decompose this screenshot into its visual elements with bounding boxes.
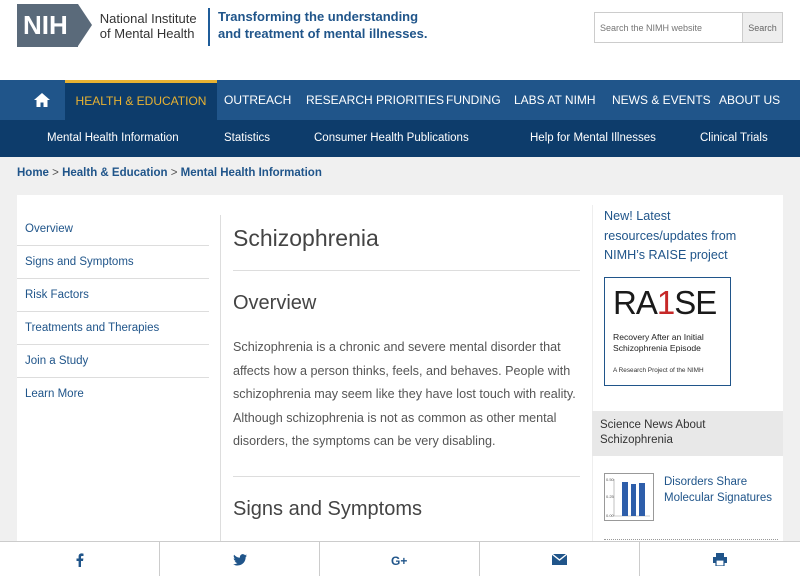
breadcrumb-separator: > (52, 167, 59, 179)
raise-logo-card[interactable] (604, 277, 731, 386)
thumb-tick: 0.25 (606, 494, 614, 499)
dotted-divider (604, 539, 778, 540)
news-link-disorders[interactable]: Disorders Share Molecular Signatures (664, 476, 773, 504)
column-divider (220, 215, 221, 555)
org-name-line2: of Mental Health (99, 25, 195, 41)
nav-outreach[interactable]: OUTREACH (224, 93, 292, 107)
breadcrumb-health-education[interactable]: Health & Education (62, 167, 168, 179)
raise-note: A Research Project of the NIMH (613, 367, 704, 374)
subnav-statistics[interactable]: Statistics (224, 132, 271, 144)
raise-logo-one: 1 (656, 284, 675, 321)
site-header (0, 0, 800, 80)
overview-heading: Overview (233, 292, 317, 314)
share-bar (0, 541, 800, 576)
org-name (100, 11, 197, 41)
tagline-line2: and treatment of mental illnesses. (218, 26, 428, 41)
nav-about-us[interactable]: ABOUT US (719, 93, 781, 107)
twitter-icon[interactable] (160, 542, 320, 576)
svg-text:G+: G+ (390, 553, 407, 566)
nav-news-events[interactable]: NEWS & EVENTS (612, 93, 711, 107)
org-name-line1: National Institute (99, 10, 197, 26)
google-plus-icon[interactable] (320, 542, 480, 576)
section-link-join-study[interactable]: Join a Study (17, 345, 209, 378)
nih-badge: NIH (17, 4, 78, 47)
nimh-logo[interactable] (17, 4, 197, 47)
breadcrumb-separator: > (170, 167, 178, 179)
email-icon[interactable] (480, 542, 640, 576)
section-link-treatments[interactable]: Treatments and Therapies (17, 312, 209, 345)
sub-nav (0, 120, 800, 157)
science-news-heading: Science News About Schizophrenia (592, 411, 783, 456)
news-thumbnail[interactable] (604, 473, 654, 521)
search-box (594, 12, 783, 43)
home-icon[interactable] (22, 80, 62, 120)
signs-heading: Signs and Symptoms (233, 498, 422, 520)
facebook-icon[interactable] (0, 542, 160, 576)
breadcrumb (17, 167, 322, 179)
subnav-mental-health-info[interactable]: Mental Health Information (47, 132, 179, 144)
print-icon[interactable] (640, 542, 800, 576)
tagline-line1: Transforming the understanding (218, 9, 419, 24)
raise-logo-post: SE (674, 284, 717, 321)
section-link-overview[interactable]: Overview (17, 213, 209, 246)
divider (233, 476, 580, 477)
section-link-learn-more[interactable]: Learn More (25, 388, 84, 400)
content-card (17, 195, 783, 555)
page-section-nav (17, 213, 209, 411)
thumb-tick: 0.00 (606, 513, 614, 518)
raise-logo (613, 284, 716, 322)
search-button[interactable]: Search (742, 13, 782, 42)
subnav-help[interactable]: Help for Mental Illnesses (530, 132, 656, 144)
nav-health-education[interactable]: HEALTH & EDUCATION (65, 80, 217, 120)
tagline (218, 8, 458, 42)
thumb-tick: 0.50 (606, 477, 614, 482)
raise-subtitle: Recovery After an Initial Schizophrenia Episode (613, 332, 704, 353)
divider (233, 270, 580, 271)
tagline-divider (208, 8, 210, 46)
nav-research-priorities[interactable]: RESEARCH PRIORITIES (306, 93, 445, 107)
overview-text: Schizophrenia is a chronic and severe mental disorder that affects how a person thinks, feels, and behaves. People with schizophrenia may seem like they have lost touch with reality. Although schizophrenia is not as common as other mental disorders, the symptoms can be very disabling. (233, 340, 576, 448)
raise-logo-pre: RA (613, 284, 657, 321)
page-title: Schizophrenia (233, 225, 379, 251)
nav-labs[interactable]: LABS AT NIMH (514, 93, 596, 107)
breadcrumb-mental-health-info[interactable]: Mental Health Information (180, 167, 322, 179)
breadcrumb-home[interactable]: Home (17, 167, 49, 179)
raise-promo-link[interactable]: New! Latest resources/updates from NIMH’s RAISE project (604, 209, 737, 262)
section-link-signs[interactable]: Signs and Symptoms (17, 246, 209, 279)
main-nav (0, 80, 800, 120)
search-input[interactable] (595, 13, 743, 42)
column-divider (592, 205, 593, 555)
subnav-publications[interactable]: Consumer Health Publications (314, 132, 469, 144)
subnav-clinical-trials[interactable]: Clinical Trials (700, 132, 768, 144)
section-link-risk[interactable]: Risk Factors (17, 279, 209, 312)
nav-funding[interactable]: FUNDING (446, 93, 501, 107)
